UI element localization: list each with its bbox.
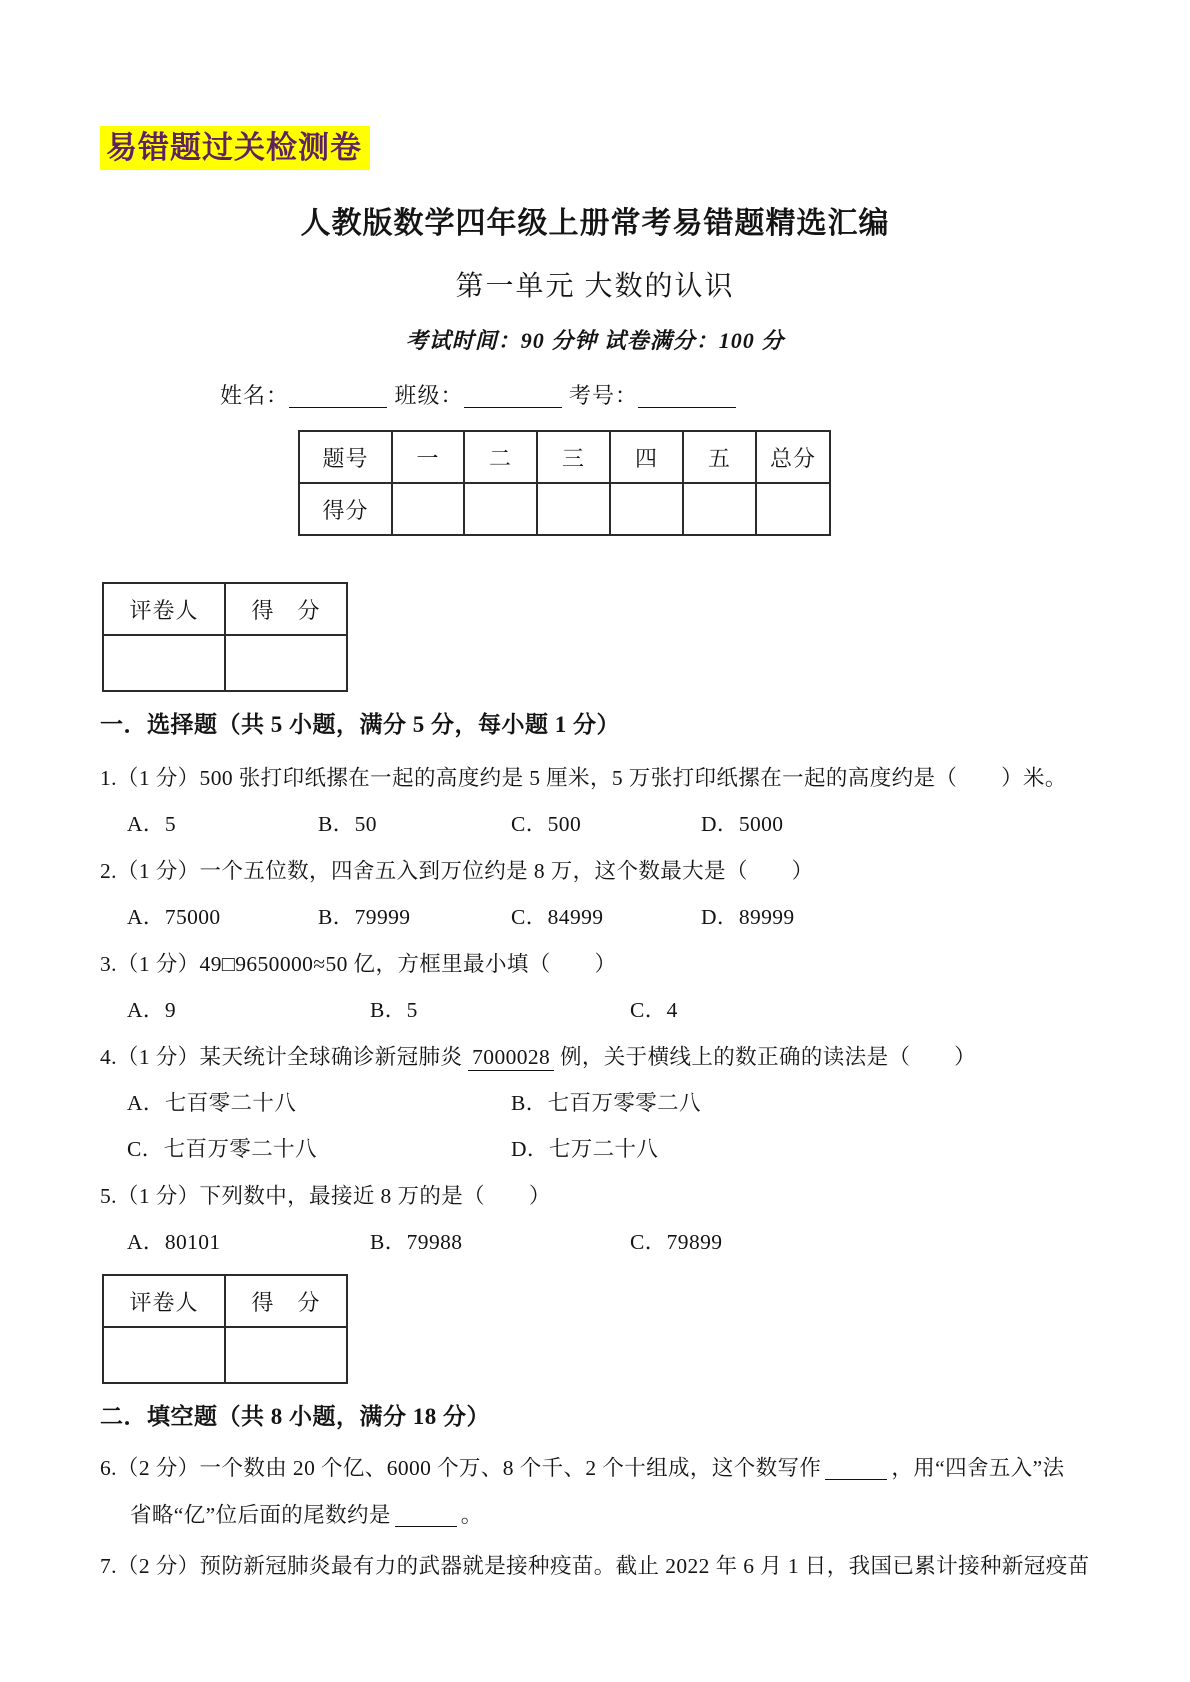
score-cell-empty bbox=[683, 483, 756, 535]
exam-no-label: 考号： bbox=[569, 383, 639, 409]
question-5-choices bbox=[100, 1229, 1090, 1256]
choice-option: A．七百零二十八 bbox=[127, 1091, 297, 1116]
choice-option: A．75000 bbox=[127, 905, 221, 930]
grader-box-header-row bbox=[103, 583, 347, 635]
choice-option: D．5000 bbox=[701, 812, 784, 837]
score-cell-empty bbox=[392, 483, 464, 535]
highlighted-badge: 易错题过关检测卷 bbox=[100, 126, 370, 170]
question-6-text-part: ，用“四舍五入”法 bbox=[891, 1456, 1065, 1481]
question-4-choices-row-1 bbox=[100, 1090, 1090, 1117]
choice-option: B．79988 bbox=[370, 1230, 463, 1255]
obtained-score-label: 得 分 bbox=[225, 1275, 347, 1327]
choice-option: A．5 bbox=[127, 812, 176, 837]
question-6-text-part: 省略“亿”位后面的尾数约是 bbox=[130, 1503, 391, 1528]
choice-option: D．七万二十八 bbox=[511, 1137, 659, 1162]
choice-option: A．80101 bbox=[127, 1230, 221, 1255]
score-row-label: 得分 bbox=[299, 483, 392, 535]
section-one-heading: 一．选择题（共 5 小题，满分 5 分，每小题 1 分） bbox=[100, 712, 620, 738]
question-3-choices bbox=[100, 997, 1090, 1024]
choice-option: C．4 bbox=[630, 998, 678, 1023]
question-2-text: 2.（1 分）一个五位数，四舍五入到万位约是 8 万，这个数最大是（ ） bbox=[100, 859, 814, 884]
question-4-choices-row-2 bbox=[100, 1136, 1090, 1163]
grader-box-empty-row bbox=[103, 1327, 347, 1383]
obtained-score-label: 得 分 bbox=[225, 583, 347, 635]
grader-label: 评卷人 bbox=[103, 583, 225, 635]
question-5-text: 5.（1 分）下列数中，最接近 8 万的是（ ） bbox=[100, 1184, 551, 1209]
score-table-header-cell: 题号 bbox=[299, 431, 392, 483]
grader-cell-empty bbox=[103, 635, 225, 691]
student-info-line bbox=[100, 379, 1090, 410]
question-6-line-2 bbox=[100, 1502, 1090, 1529]
question-1-text: 1.（1 分）500 张打印纸摞在一起的高度约是 5 厘米，5 万张打印纸摞在一起的高度约是（ ）米。 bbox=[100, 766, 1067, 791]
score-table-header-cell: 二 bbox=[464, 431, 537, 483]
score-table-score-row bbox=[299, 483, 830, 535]
score-cell-empty bbox=[464, 483, 537, 535]
choice-option: B．5 bbox=[370, 998, 418, 1023]
score-cell-empty bbox=[537, 483, 610, 535]
choice-option: A．9 bbox=[127, 998, 176, 1023]
choice-option: C．84999 bbox=[511, 905, 604, 930]
exam-no-blank-line bbox=[638, 385, 736, 408]
question-2-choices bbox=[100, 904, 1090, 931]
name-label: 姓名： bbox=[220, 383, 290, 409]
fill-in-blank-line bbox=[395, 1505, 457, 1528]
grader-score-box bbox=[102, 582, 348, 692]
grader-score-box bbox=[102, 1274, 348, 1384]
question-6-line-1 bbox=[100, 1455, 1090, 1482]
underlined-number: 7000028 bbox=[468, 1045, 554, 1071]
score-cell-empty bbox=[225, 635, 347, 691]
name-blank-line bbox=[289, 385, 387, 408]
grader-label: 评卷人 bbox=[103, 1275, 225, 1327]
grader-box-header-row bbox=[103, 1275, 347, 1327]
choice-option: C．79899 bbox=[630, 1230, 723, 1255]
unit-subtitle: 第一单元 大数的认识 bbox=[455, 271, 735, 303]
score-table-header-cell: 四 bbox=[610, 431, 683, 483]
question-7-text: 7.（2 分）预防新冠肺炎最有力的武器就是接种疫苗。截止 2022 年 6 月 1 日，我国已累计接种新冠疫苗 bbox=[100, 1554, 1090, 1579]
exam-title: 人教版数学四年级上册常考易错题精选汇编 bbox=[300, 207, 890, 241]
score-table-header-cell: 总分 bbox=[756, 431, 830, 483]
question-6-text-part: 6.（2 分）一个数由 20 个亿、6000 个万、8 个千、2 个十组成，这个数写作 bbox=[100, 1456, 822, 1481]
choice-option: D．89999 bbox=[701, 905, 795, 930]
choice-option: B．50 bbox=[318, 812, 377, 837]
question-3-text: 3.（1 分）49□9650000≈50 亿，方框里最小填（ ） bbox=[100, 952, 617, 977]
question-4-text-before: 4.（1 分）某天统计全球确诊新冠肺炎 bbox=[100, 1045, 469, 1070]
question-6-text-part: 。 bbox=[460, 1503, 483, 1528]
score-cell-empty bbox=[610, 483, 683, 535]
question-4-text bbox=[100, 1044, 1090, 1071]
choice-option: C．500 bbox=[511, 812, 582, 837]
section-two-heading: 二．填空题（共 8 小题，满分 18 分） bbox=[100, 1404, 490, 1430]
question-4-text-after: 例，关于横线上的数正确的读法是（ ） bbox=[554, 1045, 977, 1070]
score-cell-empty bbox=[225, 1327, 347, 1383]
grader-box-empty-row bbox=[103, 635, 347, 691]
fill-in-blank-line bbox=[825, 1458, 887, 1481]
choice-option: B．七百万零零二八 bbox=[511, 1091, 701, 1116]
score-table-header-cell: 三 bbox=[537, 431, 610, 483]
score-table-header-cell: 一 bbox=[392, 431, 464, 483]
choice-option: B．79999 bbox=[318, 905, 411, 930]
score-summary-table bbox=[298, 430, 831, 536]
score-table-header-cell: 五 bbox=[683, 431, 756, 483]
grader-cell-empty bbox=[103, 1327, 225, 1383]
class-label: 班级： bbox=[394, 383, 464, 409]
exam-duration-info: 考试时间：90 分钟 试卷满分：100 分 bbox=[405, 328, 785, 354]
question-1-choices bbox=[100, 811, 1090, 838]
score-cell-empty bbox=[756, 483, 830, 535]
score-table-header-row bbox=[299, 431, 830, 483]
choice-option: C．七百万零二十八 bbox=[127, 1137, 317, 1162]
class-blank-line bbox=[464, 385, 562, 408]
